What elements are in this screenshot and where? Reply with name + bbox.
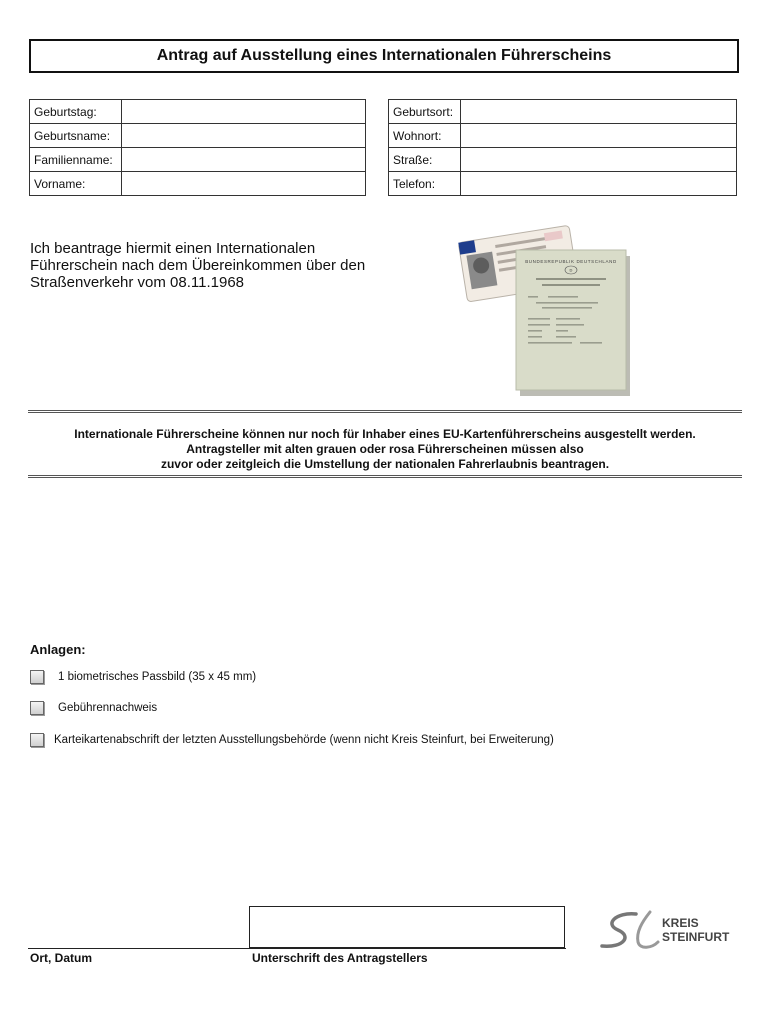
field-row-birthplace xyxy=(389,100,737,124)
field-row-birthday xyxy=(30,100,366,124)
familyname-input[interactable] xyxy=(122,148,366,172)
logo-swoosh-icon xyxy=(598,908,662,954)
field-row-phone xyxy=(389,172,737,196)
field-label: Familienname: xyxy=(30,148,122,172)
field-label: Telefon: xyxy=(389,172,461,196)
notice-line: Internationale Führerscheine können nur noch für Inhaber eines EU-Kartenführerscheins ausgestellt werden. xyxy=(74,427,696,441)
field-label: Geburtsort: xyxy=(389,100,461,124)
fee-proof-checkbox[interactable] xyxy=(30,701,44,715)
signature-line xyxy=(28,948,566,949)
field-label: Geburtsname: xyxy=(30,124,122,148)
declaration-text: Ich beantrage hiermit einen Internationalen Führerschein nach dem Übereinkommen über den Straßenverkehr vom 08.11.1968 xyxy=(30,240,366,291)
signature-field[interactable] xyxy=(249,906,565,948)
birthday-input[interactable] xyxy=(122,100,366,124)
field-label: Geburtstag: xyxy=(30,100,122,124)
notice-banner xyxy=(28,410,742,478)
firstname-input[interactable] xyxy=(122,172,366,196)
residence-input[interactable] xyxy=(461,124,737,148)
phone-input[interactable] xyxy=(461,172,737,196)
field-label: Straße: xyxy=(389,148,461,172)
street-input[interactable] xyxy=(461,148,737,172)
field-row-familyname xyxy=(30,148,366,172)
notice-line: zuvor oder zeitgleich die Umstellung der nationalen Fahrerlaubnis beantragen. xyxy=(160,457,610,471)
birthplace-input[interactable] xyxy=(461,100,737,124)
notice-line: Antragsteller mit alten grauen oder rosa Führerscheinen müssen also xyxy=(186,442,584,456)
signature-label: Unterschrift des Antragstellers xyxy=(252,951,428,965)
field-row-residence xyxy=(389,124,737,148)
logo-text-line2: STEINFURT xyxy=(662,930,730,944)
passphoto-checkbox[interactable] xyxy=(30,670,44,684)
personal-fields-right xyxy=(388,99,737,196)
attachments-heading: Anlagen: xyxy=(30,642,86,657)
record-copy-checkbox[interactable] xyxy=(30,733,44,747)
attachment-item-record xyxy=(30,733,554,747)
field-row-birthname xyxy=(30,124,366,148)
kreis-steinfurt-logo xyxy=(598,908,748,954)
logo-text-line1: KREIS xyxy=(662,916,699,930)
field-row-street xyxy=(389,148,737,172)
field-label: Vorname: xyxy=(30,172,122,196)
form-title: Antrag auf Ausstellung eines Internationalen Führerscheins xyxy=(29,39,739,73)
birthname-input[interactable] xyxy=(122,124,366,148)
attachment-label: Gebührennachweis xyxy=(58,702,158,714)
country-code: D xyxy=(569,267,573,273)
attachment-item-fee xyxy=(30,701,157,715)
field-label: Wohnort: xyxy=(389,124,461,148)
attachment-label: Karteikartenabschrift der letzten Ausstellungsbehörde (wenn nicht Kreis Steinfurt, bei Erweiterung) xyxy=(54,734,554,746)
place-date-label: Ort, Datum xyxy=(30,951,93,965)
attachment-label: 1 biometrisches Passbild (35 x 45 mm) xyxy=(58,671,257,683)
field-row-firstname xyxy=(30,172,366,196)
license-illustration xyxy=(456,222,636,398)
personal-fields-left xyxy=(29,99,366,196)
booklet-header: BUNDESREPUBLIK DEUTSCHLAND xyxy=(525,259,617,264)
attachment-item-passphoto xyxy=(30,670,256,684)
